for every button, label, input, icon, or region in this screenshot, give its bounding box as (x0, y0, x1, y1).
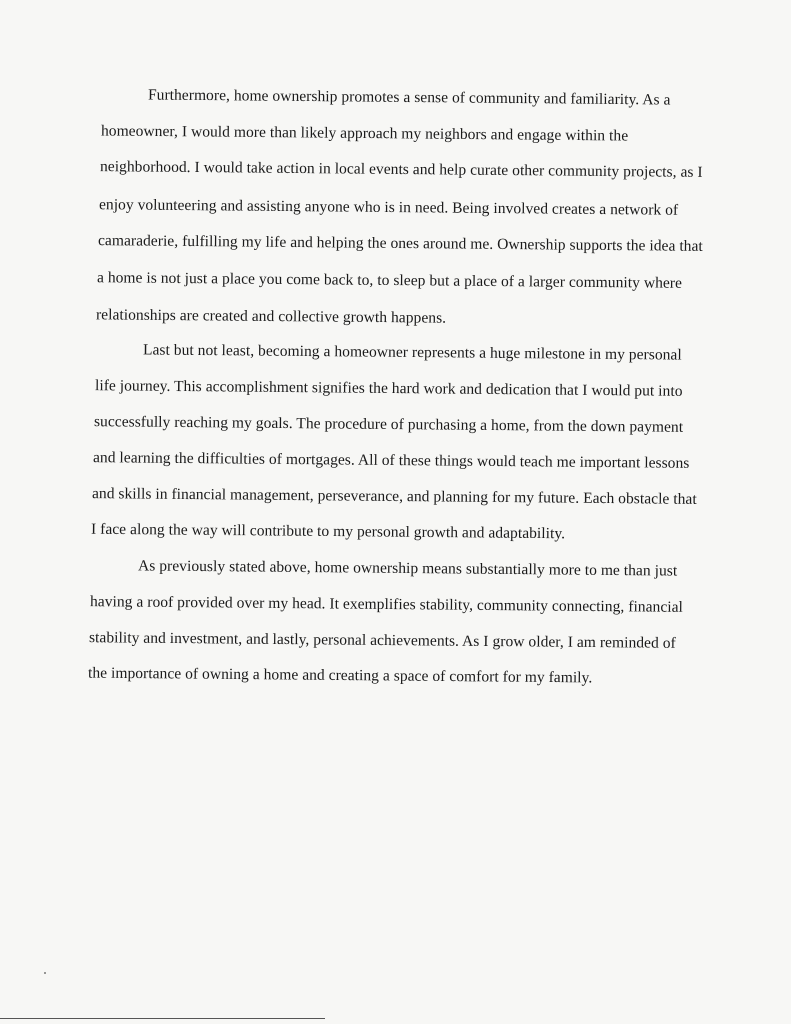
scan-speck (44, 972, 46, 974)
scan-edge-rule (0, 1018, 325, 1019)
text-line: having a roof provided over my head. It exemplifies stability, community connecting, financial (89, 593, 684, 616)
text-line: As previously stated above, home ownership means substantially more to me than just (137, 557, 678, 580)
text-line: Last but not least, becoming a homeowner represents a huge milestone in my personal (142, 341, 682, 364)
text-line: and skills in financial management, perseverance, and planning for my future. Each obstacle that (91, 485, 697, 508)
text-line: stability and investment, and lastly, personal achievements. As I grow older, I am reminded of (88, 629, 676, 652)
text-line: homeowner, I would more than likely approach my neighbors and engage within the (100, 122, 629, 145)
text-line: camaraderie, fulfilling my life and helping the ones around me. Ownership supports the idea that (97, 232, 703, 255)
text-line: relationships are created and collective growth happens. (95, 306, 447, 327)
text-line: Furthermore, home ownership promotes a sense of community and familiarity. As a (147, 86, 671, 109)
text-line: and learning the difficulties of mortgages. All of these things would teach me important lessons (92, 449, 690, 472)
text-line: successfully reaching my goals. The procedure of purchasing a home, from the down payment (93, 413, 684, 436)
text-line: I face along the way will contribute to my personal growth and adaptability. (90, 520, 566, 543)
text-line: neighborhood. I would take action in local events and help curate other community projects, as I (99, 158, 703, 181)
text-line: life journey. This accomplishment signifies the hard work and dedication that I would put into (94, 377, 683, 400)
text-line: enjoy volunteering and assisting anyone who is in need. Being involved creates a network of (98, 196, 679, 219)
text-line: a home is not just a place you come back to, to sleep but a place of a larger community where (96, 269, 683, 292)
text-line: the importance of owning a home and creating a space of comfort for my family. (87, 664, 593, 687)
